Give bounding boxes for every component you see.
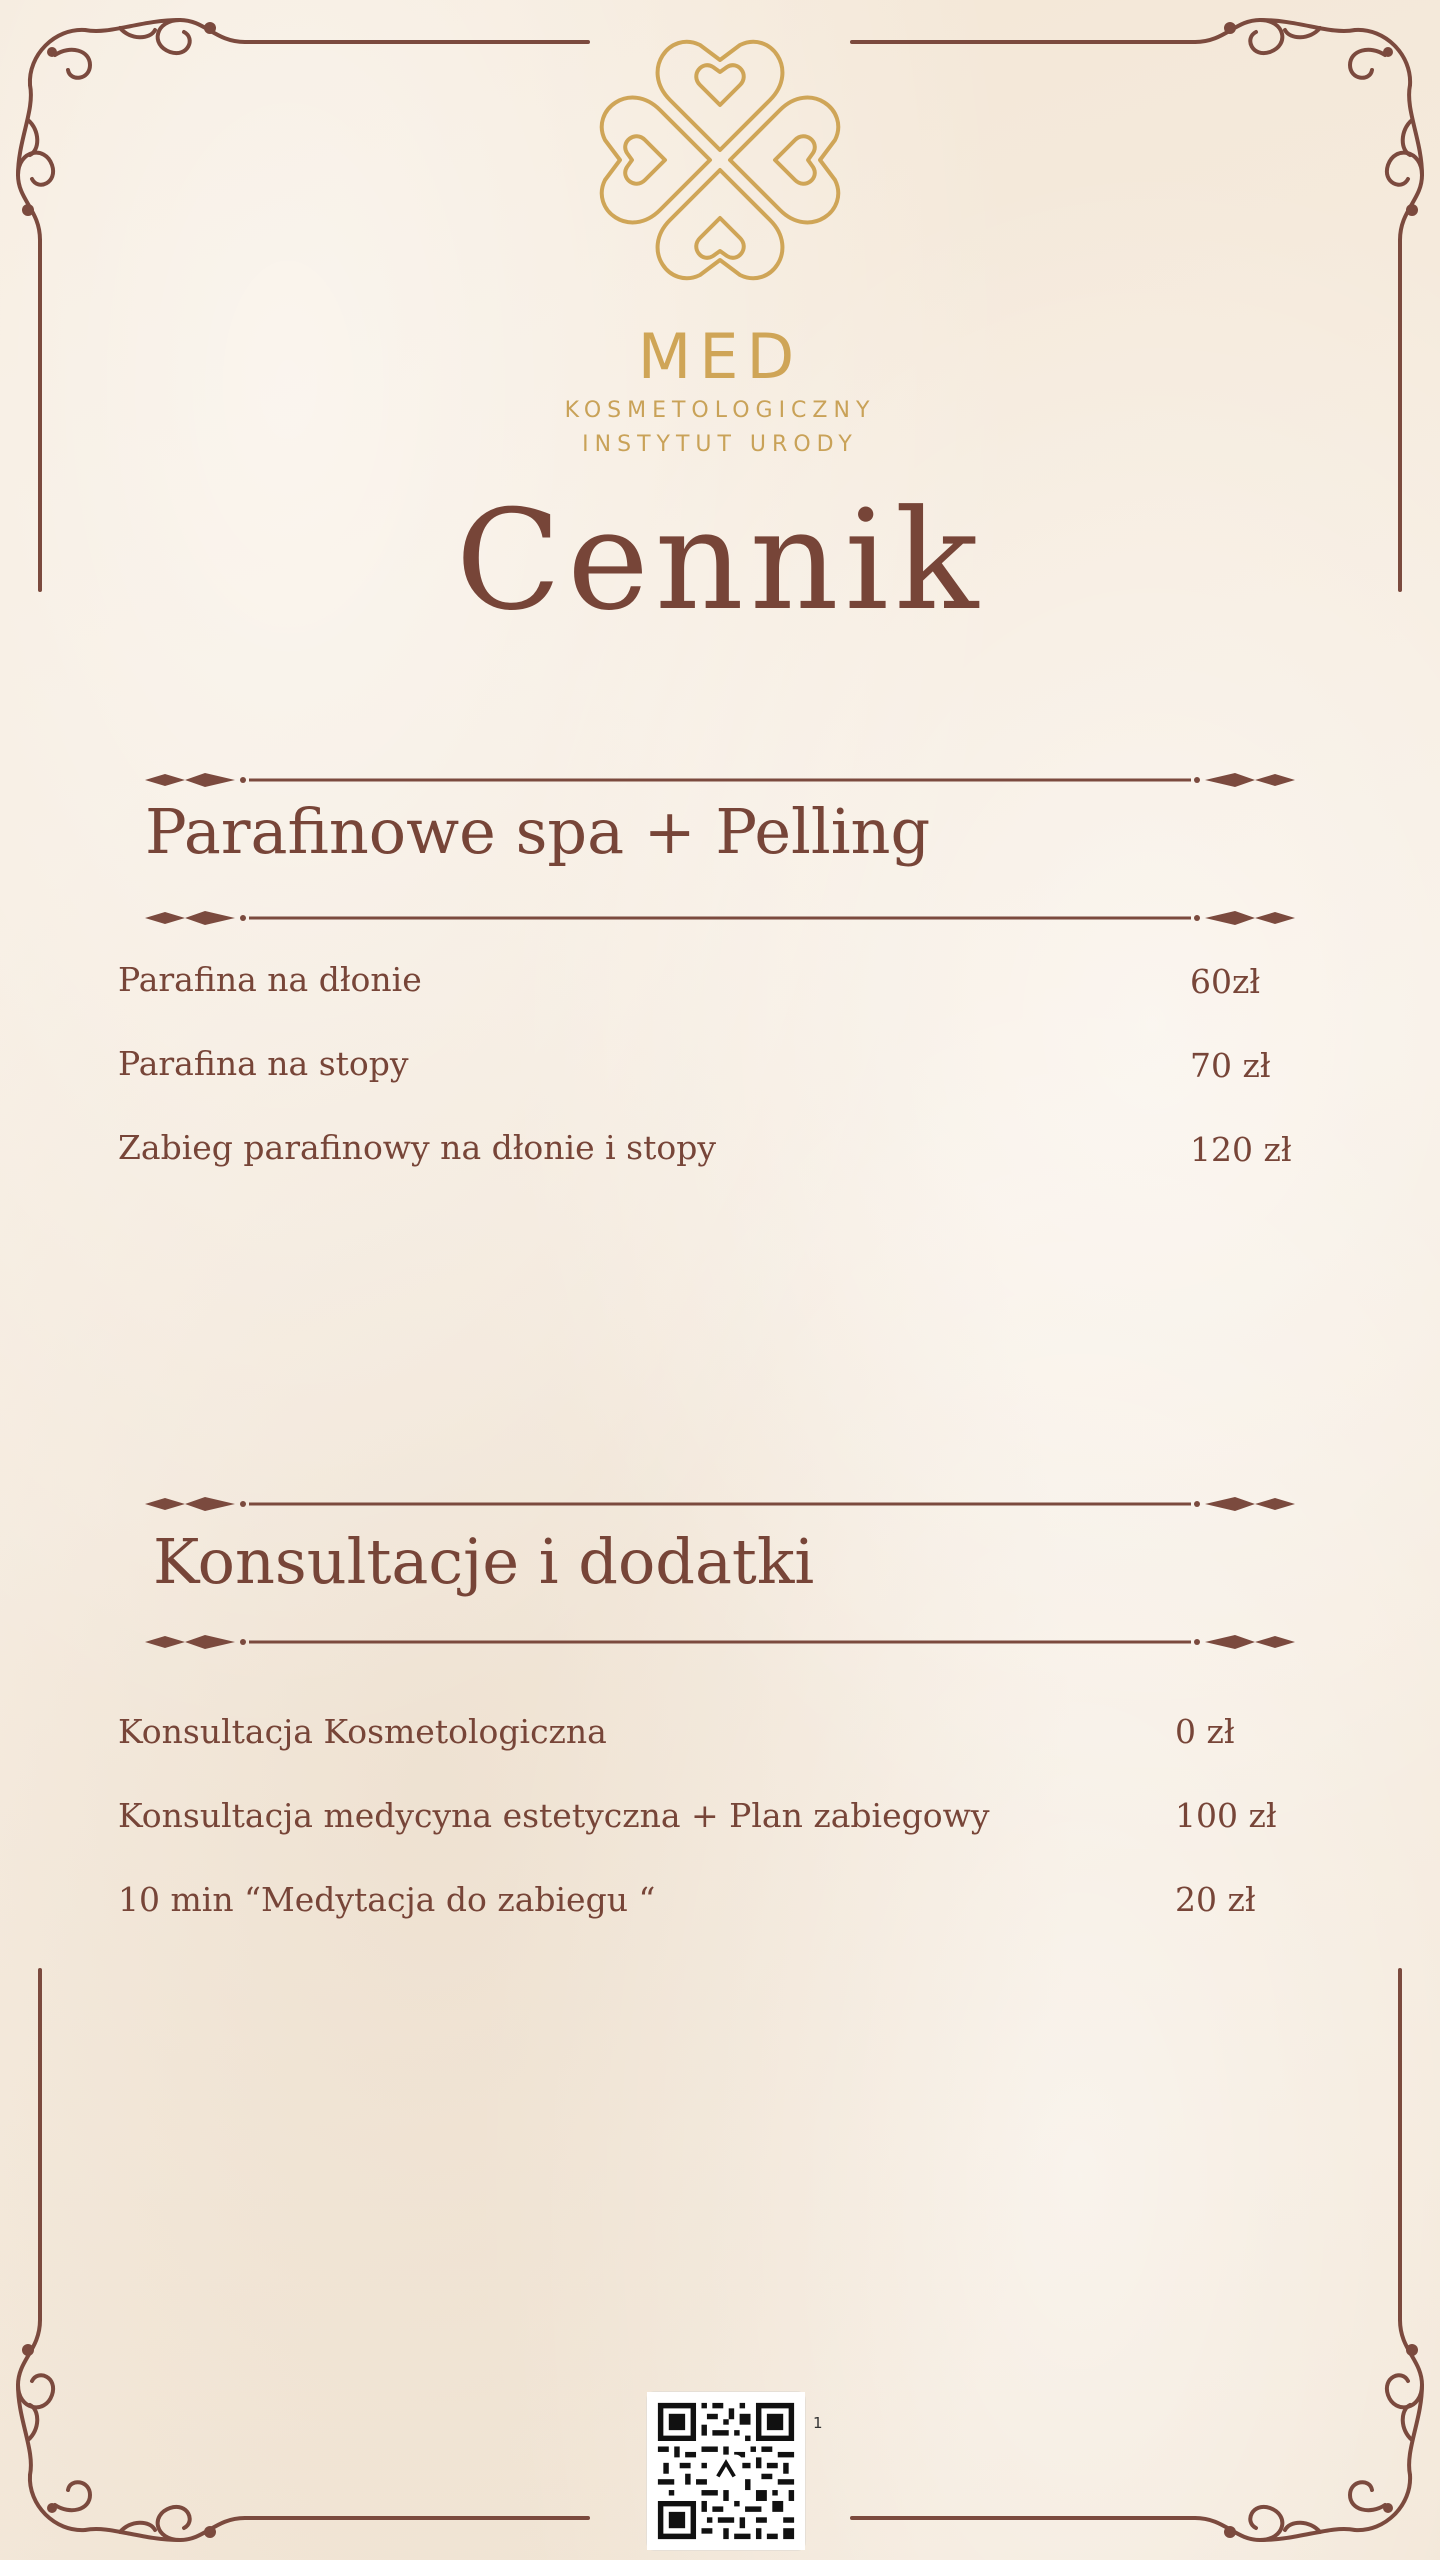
price-item-price: 60zł [1190, 962, 1261, 1001]
section-title: Konsultacje i dodatki [153, 1525, 815, 1598]
price-item-label: Parafina na stopy [118, 1044, 409, 1083]
brand-tagline-line2: INSTYTUT URODY [582, 432, 858, 457]
price-item-price: 20 zł [1175, 1880, 1256, 1919]
brand-tagline-line1: KOSMETOLOGICZNY [564, 398, 876, 423]
section-title: Parafinowe spa + Pelling [145, 795, 931, 868]
page-number: 1 [813, 2414, 823, 2432]
section-divider-top [145, 770, 1295, 790]
corner-ornament-bottom-left-icon [0, 1960, 600, 2560]
section-divider-top [145, 1494, 1295, 1514]
section-divider-bottom [145, 908, 1295, 928]
price-item-label: Konsultacja Kosmetologiczna [118, 1712, 607, 1751]
qr-code[interactable] [647, 2392, 805, 2550]
section-divider-bottom [145, 1632, 1295, 1652]
corner-ornament-bottom-right-icon [840, 1960, 1440, 2560]
price-item-label: 10 min “Medytacja do zabiegu “ [118, 1880, 656, 1919]
price-item-price: 120 zł [1190, 1130, 1292, 1169]
brand-logo [520, 20, 920, 470]
price-item-label: Parafina na dłonie [118, 960, 422, 999]
brand-name: MED [637, 320, 803, 393]
heart-clover-logo-icon [520, 20, 920, 310]
price-item-price: 70 zł [1190, 1046, 1271, 1085]
price-item-price: 0 zł [1175, 1712, 1235, 1751]
price-item-price: 100 zł [1175, 1796, 1277, 1835]
page-title: Cennik [455, 480, 985, 641]
price-item-label: Zabieg parafinowy na dłonie i stopy [118, 1128, 716, 1167]
qr-code-icon [647, 2392, 805, 2550]
price-item-label: Konsultacja medycyna estetyczna + Plan zabiegowy [118, 1796, 990, 1835]
